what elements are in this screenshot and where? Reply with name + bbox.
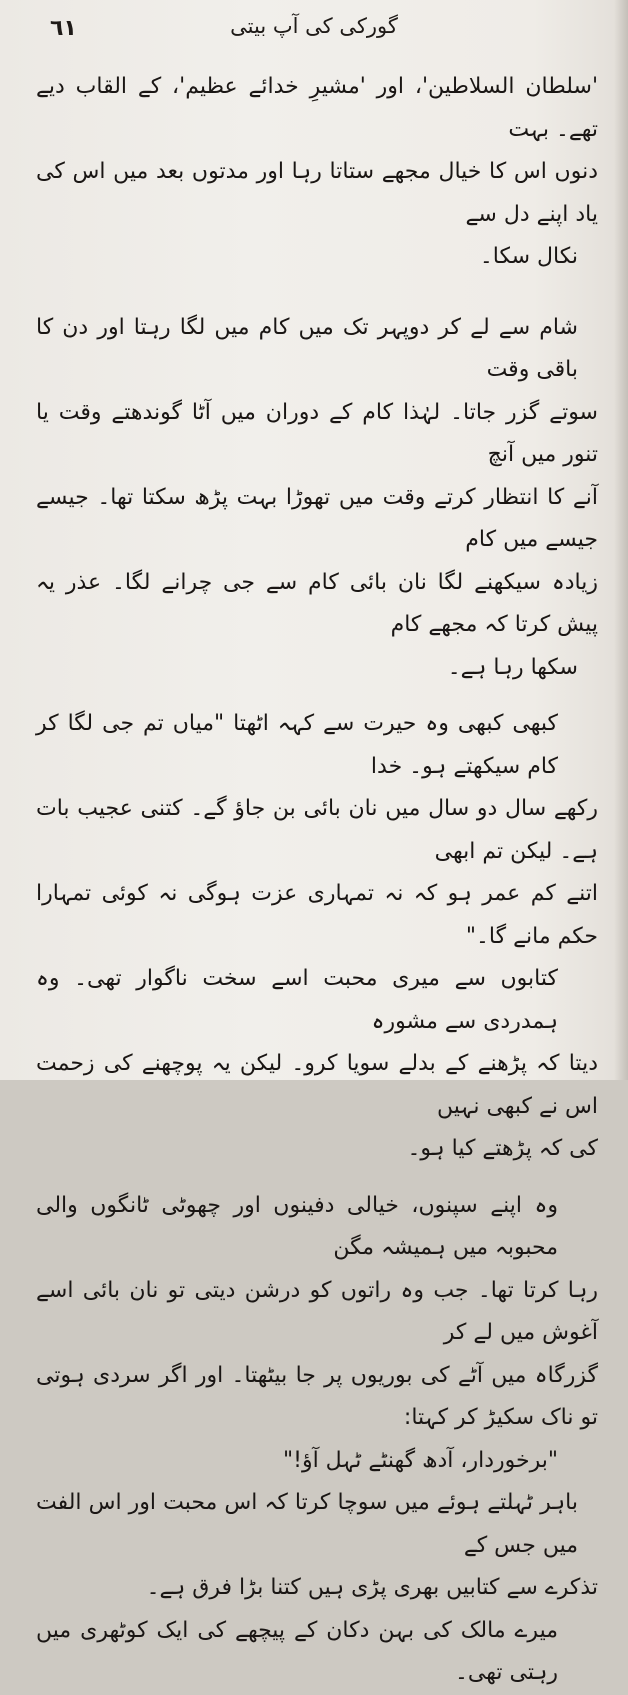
paragraph-3 — [36, 703, 598, 958]
text-line: رکھے سال دو سال میں نان بائی بن جاؤ گے۔ کتنی عجیب بات ہے۔ لیکن تم ابھی — [36, 796, 598, 864]
text-line: گزرگاہ میں آٹے کی بوریوں پر جا بیٹھتا۔ اور اگر سردی ہوتی تو ناک سکیڑ کر کہتا: — [36, 1362, 598, 1430]
text-line: 'سلطان السلاطین'، اور 'مشیرِ خدائے عظیم'، کے القاب دیے تھے۔ بہت — [36, 74, 598, 142]
page-header — [0, 6, 628, 42]
text-line: باہر ٹہلتے ہوئے میں سوچا کرتا کہ اس محبت اور اس الفت میں جس کے — [36, 1490, 578, 1558]
paragraph-7 — [36, 1482, 598, 1610]
paragraph-4 — [36, 958, 598, 1171]
text-line: آنے کا انتظار کرتے وقت میں تھوڑا بہت پڑھ سکتا تھا۔ جیسے جیسے میں کام — [36, 484, 598, 552]
text-line: رہا کرتا تھا۔ جب وہ راتوں کو درشن دیتی تو نان بائی اسے آغوش میں لے کر — [36, 1277, 598, 1345]
paragraph-2 — [36, 307, 598, 690]
running-title: گورکی کی آپ بیتی — [230, 14, 398, 38]
text-line: دنوں اس کا خیال مجھے ستاتا رہا اور مدتوں بعد میں اس کی یاد اپنے دل سے — [36, 159, 598, 227]
paragraph-spacer — [36, 689, 598, 703]
text-line: دیتا کہ پڑھنے کے بدلے سویا کرو۔ لیکن یہ پوچھنے کی زحمت اس نے کبھی نہیں — [36, 1051, 598, 1119]
text-line: میرے مالک کی بہن دکان کے پیچھے کی ایک کوٹھری میں رہتی تھی۔ — [36, 1617, 558, 1685]
page-number: ٦١ — [50, 16, 77, 41]
text-line: کبھی کبھی وہ حیرت سے کہہ اٹھتا "میاں تم جی لگا کر کام سیکھتے ہو۔ خدا — [36, 711, 558, 779]
text-line: کتابوں سے میری محبت اسے سخت ناگوار تھی۔ وہ ہمدردی سے مشورہ — [36, 966, 558, 1034]
paragraph-spacer — [36, 279, 598, 307]
page-binding-shadow — [614, 0, 628, 1080]
text-line: "برخوردار، آدھ گھنٹے ٹہل آؤ!" — [283, 1447, 558, 1473]
text-line: زیادہ سیکھنے لگا نان بائی کام سے جی چرانے لگا۔ عذر یہ پیش کرتا کہ مجھے کام — [36, 569, 598, 637]
text-line: وہ اپنے سپنوں، خیالی دفینوں اور چھوٹی ٹانگوں والی محبوبہ میں ہمیشہ مگن — [36, 1192, 558, 1260]
paragraph-6 — [36, 1440, 598, 1483]
body-text — [36, 66, 598, 1695]
paragraph-1 — [36, 66, 598, 279]
paragraph-8 — [36, 1610, 598, 1695]
text-line: نکال سکا۔ — [479, 244, 578, 269]
text-line: سوتے گزر جاتا۔ لہٰذا کام کے دوران میں آٹا گوندھتے وقت یا تنور میں آنچ — [36, 399, 598, 467]
text-line: شام سے لے کر دوپہر تک میں کام میں لگا رہتا اور دن کا باقی وقت — [36, 314, 578, 382]
text-line: سکھا رہا ہے۔ — [447, 654, 578, 680]
text-line: کی کہ پڑھتے کیا ہو۔ — [407, 1136, 598, 1161]
paragraph-5 — [36, 1185, 598, 1440]
text-line: تذکرے سے کتابیں بھری پڑی ہیں کتنا بڑا فرق ہے۔ — [146, 1575, 598, 1600]
text-line: اتنے کم عمر ہو کہ نہ تمہاری عزت ہوگی نہ کوئی تمہارا حکم مانے گا۔" — [36, 881, 598, 949]
paragraph-spacer — [36, 1171, 598, 1185]
